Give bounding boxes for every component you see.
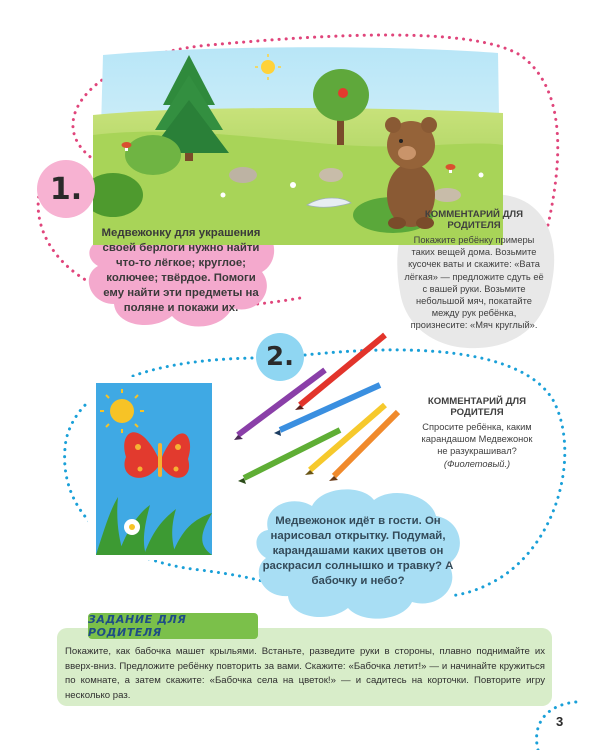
comment-title: КОММЕНТАРИЙ ДЛЯ РОДИТЕЛЯ [427,396,527,418]
parent-task-title: ЗАДАНИЕ ДЛЯ РОДИТЕЛЯ [88,613,187,639]
comment-title: КОММЕНТАРИЙ ДЛЯ РОДИТЕЛЯ [424,209,524,231]
rock-icon [229,167,257,183]
comment-answer: (Фиолетовый.) [443,458,511,469]
comment-text: Покажите ребёнку примеры таких вещей дома. Возьмите кусочек ваты и скажите: «Вата лёгкая» — предложите сдуть её с вашей руки. Возьмите небольшой мяч, покатайте между рук ребёнка, произнесите: «Мяч круглый». [404,235,544,331]
colored-pencils [230,330,400,490]
section1-parent-comment [404,209,544,332]
section1-task-text: Медвежонку для украшения своей берлоги нужно найти что-то лёгкое; круглое; колючее; твёрдое. Помоги ему найти эти предметы на поляне и покажи их. [101,227,261,314]
step-2-badge: 2. [256,333,304,381]
step-1-badge: 1. [37,160,95,218]
comment-text [418,421,536,470]
apple-icon [338,88,348,98]
sun-icon [261,60,275,74]
parent-task-text: Покажите, как бабочка машет крыльями. Встаньте, разведите руки в стороны, плавно поднимайте их вверх-вниз. Предложите ребёнку повторить за вами. Скажите: «Бабочка летит!» — и начинайте кружиться по комнате, а затем скажите: «Бабочка села на цветок!» — и садитесь на корточки. Повторите игру несколько раз. [65,646,545,701]
comment-question: Спросите ребёнка, каким карандашом Медвежонок не разукрашивал? [421,422,533,457]
section2-parent-comment [418,396,536,470]
page-number: 3 [556,714,564,729]
section2-task-text: Медвежонок идёт в гости. Он нарисовал открытку. Подумай, карандашами каких цветов он раскрасил солнышко и травку? А бабочку и небо? [262,515,454,587]
daisy-icon [124,519,140,535]
postcard-illustration [88,377,218,560]
pencil-purple [234,370,325,440]
parent-task-banner [88,613,258,639]
pencil-red [295,335,385,410]
